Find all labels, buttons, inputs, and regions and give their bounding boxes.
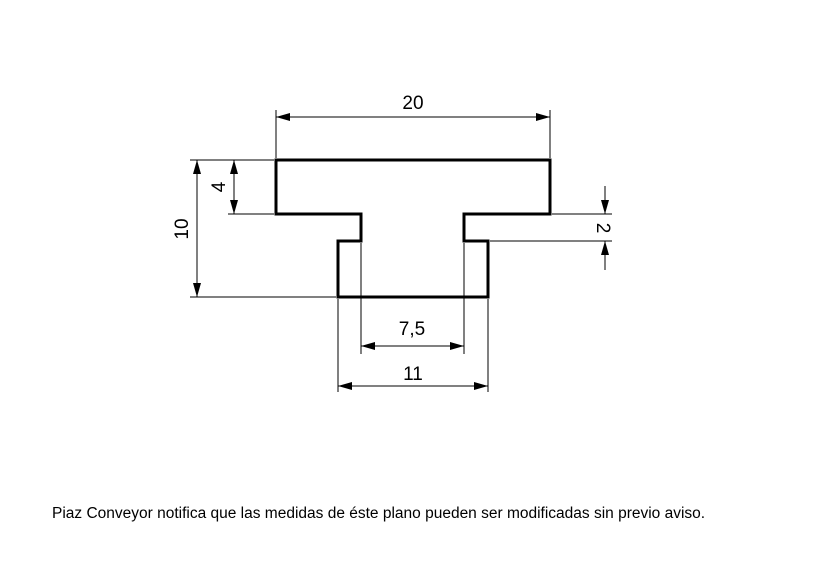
profile-outline [276,160,550,297]
dimension-overall-height [172,160,336,297]
dimension-overall-width [276,93,550,158]
dimension-label-step-height: 2 [592,222,613,234]
dimension-label-flange-thickness: 4 [209,181,230,193]
dimension-label-overall-height: 10 [172,218,193,240]
dimension-label-base-width: 11 [403,364,423,385]
disclaimer-note: Piaz Conveyor notifica que las medidas de éste plano pueden ser modificadas sin previo aviso. [52,505,706,522]
dimension-label-neck-width: 7,5 [398,319,426,340]
dimension-label-overall-width: 20 [402,93,424,114]
dimension-flange-thickness [209,160,274,214]
